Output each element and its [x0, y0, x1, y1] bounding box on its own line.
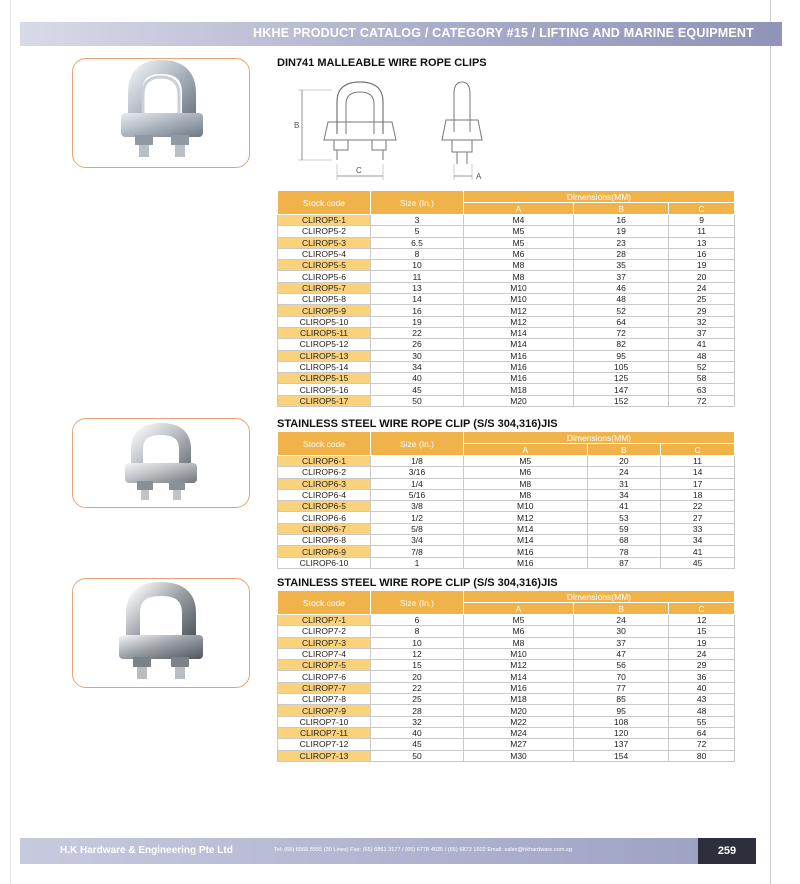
col-header-b: B [587, 444, 661, 456]
cell-dim-b: 34 [587, 489, 661, 500]
cell-code: CLIROP5-11 [278, 327, 371, 338]
cell-code: CLIROP5-16 [278, 384, 371, 395]
footer-company-name: H.K Hardware & Engineering Pte Ltd [60, 845, 233, 856]
product-photo-stainless-clip-large [72, 578, 250, 688]
cell-dim-c: 32 [669, 316, 735, 327]
cell-dim-c: 64 [669, 727, 735, 738]
cell-size: 3 [371, 215, 464, 226]
cell-size: 13 [371, 282, 464, 293]
cell-dim-b: 154 [574, 750, 669, 761]
table-row [278, 557, 735, 568]
cell-dim-c: 19 [669, 637, 735, 648]
cell-dim-a: M8 [464, 637, 574, 648]
col-header-a: A [464, 203, 574, 215]
col-header-stock-code: Stock code [278, 591, 371, 615]
col-header-b: B [574, 203, 669, 215]
stainless-clip-large-illustration [73, 579, 250, 688]
cell-dim-b: 120 [574, 727, 669, 738]
cell-size: 34 [371, 361, 464, 372]
cell-code: CLIROP6-7 [278, 523, 371, 534]
cell-dim-b: 87 [587, 557, 661, 568]
col-header-a: A [464, 444, 588, 456]
footer-band [20, 838, 698, 864]
cell-size: 19 [371, 316, 464, 327]
cell-code: CLIROP7-3 [278, 637, 371, 648]
cell-size: 45 [371, 384, 464, 395]
table-row [278, 395, 735, 406]
cell-dim-b: 19 [574, 226, 669, 237]
cell-size: 50 [371, 395, 464, 406]
cell-size: 6.5 [371, 237, 464, 248]
table-row [278, 750, 735, 761]
table-row [278, 226, 735, 237]
cell-dim-a: M14 [464, 327, 574, 338]
cell-code: CLIROP7-7 [278, 682, 371, 693]
cell-dim-a: M6 [464, 467, 588, 478]
cell-size: 20 [371, 671, 464, 682]
cell-dim-c: 29 [669, 660, 735, 671]
cell-dim-c: 14 [661, 467, 735, 478]
cell-dim-b: 23 [574, 237, 669, 248]
table-row [278, 373, 735, 384]
cell-dim-c: 11 [669, 226, 735, 237]
cell-dim-b: 70 [574, 671, 669, 682]
cell-dim-b: 147 [574, 384, 669, 395]
cell-dim-a: M20 [464, 705, 574, 716]
cell-code: CLIROP6-1 [278, 456, 371, 467]
cell-size: 3/8 [371, 501, 464, 512]
catalog-header-title: HKHE PRODUCT CATALOG / CATEGORY #15 / LIFTING AND MARINE EQUIPMENT [253, 26, 754, 40]
cell-dim-a: M16 [464, 373, 574, 384]
cell-size: 1/8 [371, 456, 464, 467]
cell-dim-a: M6 [464, 248, 574, 259]
table-row [278, 523, 735, 534]
cell-dim-c: 25 [669, 294, 735, 305]
cell-code: CLIROP5-5 [278, 260, 371, 271]
table-row [278, 327, 735, 338]
cell-code: CLIROP5-15 [278, 373, 371, 384]
table-row [278, 237, 735, 248]
cell-dim-b: 77 [574, 682, 669, 693]
cell-dim-b: 28 [574, 248, 669, 259]
cell-dim-c: 37 [669, 327, 735, 338]
product-photo-malleable-clip [72, 58, 250, 168]
table-row [278, 716, 735, 727]
cell-dim-a: M10 [464, 501, 588, 512]
table-row [278, 637, 735, 648]
table-row [278, 456, 735, 467]
cell-dim-a: M27 [464, 739, 574, 750]
cell-dim-c: 58 [669, 373, 735, 384]
cell-size: 1/4 [371, 478, 464, 489]
cell-dim-c: 41 [661, 546, 735, 557]
cell-dim-b: 105 [574, 361, 669, 372]
cell-dim-c: 52 [669, 361, 735, 372]
cell-size: 12 [371, 648, 464, 659]
table-row [278, 648, 735, 659]
spec-table-din741 [277, 190, 735, 407]
cell-size: 11 [371, 271, 464, 282]
cell-dim-b: 52 [574, 305, 669, 316]
cell-code: CLIROP7-6 [278, 671, 371, 682]
catalog-header-band [20, 22, 782, 46]
cell-code: CLIROP7-8 [278, 694, 371, 705]
table-row [278, 682, 735, 693]
cell-dim-a: M18 [464, 694, 574, 705]
cell-dim-a: M12 [464, 316, 574, 327]
table-row [278, 671, 735, 682]
cell-dim-b: 35 [574, 260, 669, 271]
cell-dim-c: 29 [669, 305, 735, 316]
diagram-label-c: C [356, 166, 362, 175]
table-row [278, 512, 735, 523]
cell-code: CLIROP7-4 [278, 648, 371, 659]
col-header-stock-code: Stock code [278, 191, 371, 215]
cell-dim-b: 37 [574, 271, 669, 282]
table-row [278, 546, 735, 557]
cell-dim-a: M12 [464, 305, 574, 316]
cell-dim-a: M8 [464, 478, 588, 489]
cell-size: 32 [371, 716, 464, 727]
cell-code: CLIROP6-8 [278, 535, 371, 546]
cell-code: CLIROP5-14 [278, 361, 371, 372]
cell-dim-b: 78 [587, 546, 661, 557]
cell-dim-a: M16 [464, 361, 574, 372]
col-header-size: Size (In.) [371, 191, 464, 215]
table-row [278, 271, 735, 282]
right-margin-rule [770, 0, 771, 884]
cell-dim-b: 24 [587, 467, 661, 478]
diagram-label-a: A [476, 172, 482, 181]
table-row [278, 305, 735, 316]
left-margin-rule [10, 0, 11, 884]
cell-size: 15 [371, 660, 464, 671]
cell-code: CLIROP5-1 [278, 215, 371, 226]
cell-dim-a: M22 [464, 716, 574, 727]
cell-code: CLIROP5-4 [278, 248, 371, 259]
cell-dim-a: M16 [464, 682, 574, 693]
table-row [278, 615, 735, 626]
cell-size: 22 [371, 327, 464, 338]
col-header-c: C [669, 203, 735, 215]
table-row [278, 739, 735, 750]
table-row [278, 260, 735, 271]
cell-size: 8 [371, 626, 464, 637]
cell-code: CLIROP6-5 [278, 501, 371, 512]
col-header-stock-code: Stock code [278, 432, 371, 456]
cell-dim-c: 45 [661, 557, 735, 568]
cell-dim-a: M10 [464, 648, 574, 659]
cell-size: 50 [371, 750, 464, 761]
cell-dim-a: M5 [464, 456, 588, 467]
cell-dim-c: 40 [669, 682, 735, 693]
cell-dim-a: M5 [464, 615, 574, 626]
col-header-dimensions: Dimensions(MM) [464, 591, 735, 603]
cell-size: 5/16 [371, 489, 464, 500]
cell-code: CLIROP7-12 [278, 739, 371, 750]
col-header-size: Size (In.) [371, 432, 464, 456]
cell-code: CLIROP7-11 [278, 727, 371, 738]
table-row [278, 489, 735, 500]
cell-dim-c: 41 [669, 339, 735, 350]
col-header-c: C [661, 444, 735, 456]
cell-dim-b: 41 [587, 501, 661, 512]
cell-dim-b: 56 [574, 660, 669, 671]
cell-dim-b: 16 [574, 215, 669, 226]
cell-dim-b: 85 [574, 694, 669, 705]
cell-dim-c: 72 [669, 395, 735, 406]
cell-size: 45 [371, 739, 464, 750]
cell-dim-b: 152 [574, 395, 669, 406]
cell-size: 1 [371, 557, 464, 568]
cell-size: 22 [371, 682, 464, 693]
cell-dim-a: M16 [464, 557, 588, 568]
cell-dim-a: M18 [464, 384, 574, 395]
cell-size: 10 [371, 260, 464, 271]
col-header-dimensions: Dimensions(MM) [464, 191, 735, 203]
cell-dim-c: 36 [669, 671, 735, 682]
table-row [278, 694, 735, 705]
cell-size: 28 [371, 705, 464, 716]
table-row [278, 478, 735, 489]
cell-code: CLIROP5-9 [278, 305, 371, 316]
table-row [278, 350, 735, 361]
cell-dim-b: 137 [574, 739, 669, 750]
cell-size: 3/4 [371, 535, 464, 546]
cell-code: CLIROP7-9 [278, 705, 371, 716]
cell-code: CLIROP7-10 [278, 716, 371, 727]
cell-code: CLIROP6-2 [278, 467, 371, 478]
product-photo-stainless-clip-jis [72, 418, 250, 508]
cell-code: CLIROP6-6 [278, 512, 371, 523]
cell-code: CLIROP5-8 [278, 294, 371, 305]
cell-code: CLIROP5-10 [278, 316, 371, 327]
spec-table-stainless-large [277, 590, 735, 762]
table-row [278, 384, 735, 395]
cell-size: 40 [371, 727, 464, 738]
cell-dim-c: 33 [661, 523, 735, 534]
cell-dim-c: 63 [669, 384, 735, 395]
cell-size: 7/8 [371, 546, 464, 557]
table-row [278, 282, 735, 293]
cell-dim-c: 72 [669, 739, 735, 750]
cell-size: 30 [371, 350, 464, 361]
cell-dim-c: 15 [669, 626, 735, 637]
diagram-label-b: B [294, 121, 300, 130]
cell-code: CLIROP5-6 [278, 271, 371, 282]
col-header-size: Size (In.) [371, 591, 464, 615]
cell-dim-a: M5 [464, 226, 574, 237]
table-row [278, 501, 735, 512]
table-row [278, 361, 735, 372]
cell-size: 14 [371, 294, 464, 305]
section-title-din741: DIN741 MALLEABLE WIRE ROPE CLIPS [277, 57, 487, 69]
cell-size: 1/2 [371, 512, 464, 523]
cell-size: 3/16 [371, 467, 464, 478]
section-title-stainless-large: STAINLESS STEEL WIRE ROPE CLIP (S/S 304,316)JIS [277, 577, 558, 589]
cell-size: 6 [371, 615, 464, 626]
cell-dim-a: M8 [464, 260, 574, 271]
cell-size: 16 [371, 305, 464, 316]
table-row [278, 339, 735, 350]
cell-code: CLIROP7-13 [278, 750, 371, 761]
table-row [278, 626, 735, 637]
cell-dim-a: M14 [464, 535, 588, 546]
cell-dim-b: 37 [574, 637, 669, 648]
cell-code: CLIROP6-3 [278, 478, 371, 489]
cell-dim-a: M16 [464, 546, 588, 557]
cell-dim-a: M20 [464, 395, 574, 406]
cell-dim-c: 43 [669, 694, 735, 705]
dimension-diagram [282, 72, 522, 184]
cell-dim-b: 59 [587, 523, 661, 534]
cell-dim-a: M16 [464, 350, 574, 361]
table-row [278, 294, 735, 305]
cell-dim-c: 55 [669, 716, 735, 727]
cell-dim-b: 125 [574, 373, 669, 384]
cell-dim-c: 19 [669, 260, 735, 271]
cell-dim-c: 16 [669, 248, 735, 259]
cell-dim-c: 80 [669, 750, 735, 761]
cell-size: 5/8 [371, 523, 464, 534]
cell-dim-c: 48 [669, 350, 735, 361]
cell-dim-a: M6 [464, 626, 574, 637]
cell-size: 8 [371, 248, 464, 259]
table-row [278, 248, 735, 259]
cell-dim-a: M8 [464, 489, 588, 500]
cell-code: CLIROP5-2 [278, 226, 371, 237]
cell-dim-a: M10 [464, 282, 574, 293]
cell-dim-b: 72 [574, 327, 669, 338]
cell-dim-a: M30 [464, 750, 574, 761]
cell-dim-b: 20 [587, 456, 661, 467]
cell-dim-a: M12 [464, 660, 574, 671]
cell-dim-b: 95 [574, 705, 669, 716]
table-row [278, 660, 735, 671]
cell-dim-c: 9 [669, 215, 735, 226]
cell-code: CLIROP5-13 [278, 350, 371, 361]
cell-dim-b: 53 [587, 512, 661, 523]
cell-dim-c: 34 [661, 535, 735, 546]
cell-dim-a: M12 [464, 512, 588, 523]
cell-dim-a: M10 [464, 294, 574, 305]
col-header-a: A [464, 603, 574, 615]
cell-dim-c: 48 [669, 705, 735, 716]
table-row [278, 316, 735, 327]
table-row [278, 215, 735, 226]
cell-dim-c: 12 [669, 615, 735, 626]
cell-size: 5 [371, 226, 464, 237]
page-number: 259 [698, 838, 756, 864]
cell-dim-a: M14 [464, 339, 574, 350]
cell-dim-a: M14 [464, 523, 588, 534]
cell-dim-a: M8 [464, 271, 574, 282]
col-header-b: B [574, 603, 669, 615]
cell-size: 26 [371, 339, 464, 350]
cell-dim-a: M14 [464, 671, 574, 682]
cell-size: 10 [371, 637, 464, 648]
cell-code: CLIROP6-10 [278, 557, 371, 568]
cell-dim-b: 64 [574, 316, 669, 327]
cell-dim-c: 13 [669, 237, 735, 248]
cell-dim-c: 24 [669, 282, 735, 293]
cell-code: CLIROP6-9 [278, 546, 371, 557]
cell-code: CLIROP7-2 [278, 626, 371, 637]
cell-size: 25 [371, 694, 464, 705]
table-row [278, 705, 735, 716]
cell-dim-b: 95 [574, 350, 669, 361]
cell-dim-c: 24 [669, 648, 735, 659]
cell-dim-b: 82 [574, 339, 669, 350]
col-header-c: C [669, 603, 735, 615]
cell-dim-a: M4 [464, 215, 574, 226]
cell-dim-b: 47 [574, 648, 669, 659]
cell-dim-c: 11 [661, 456, 735, 467]
cell-code: CLIROP7-1 [278, 615, 371, 626]
cell-dim-b: 30 [574, 626, 669, 637]
cell-code: CLIROP5-17 [278, 395, 371, 406]
malleable-clip-illustration [73, 59, 250, 168]
cell-dim-b: 68 [587, 535, 661, 546]
cell-code: CLIROP5-12 [278, 339, 371, 350]
cell-dim-c: 22 [661, 501, 735, 512]
stainless-clip-illustration [73, 419, 250, 508]
table-row [278, 727, 735, 738]
table-row [278, 467, 735, 478]
footer-contact-info: Tel: (65) 6565 5555 (30 Lines) Fax: (65) 6861 3177 / (65) 6778 4025 / (65) 6873 1602 Email: sales@hkhardware.com.sg [274, 847, 572, 853]
cell-dim-b: 46 [574, 282, 669, 293]
spec-table-stainless-jis [277, 431, 735, 569]
cell-code: CLIROP5-3 [278, 237, 371, 248]
cell-dim-b: 108 [574, 716, 669, 727]
cell-dim-b: 31 [587, 478, 661, 489]
table-row [278, 535, 735, 546]
cell-size: 40 [371, 373, 464, 384]
cell-dim-c: 18 [661, 489, 735, 500]
section-title-stainless-jis: STAINLESS STEEL WIRE ROPE CLIP (S/S 304,316)JIS [277, 418, 558, 430]
cell-code: CLIROP6-4 [278, 489, 371, 500]
col-header-dimensions: Dimensions(MM) [464, 432, 735, 444]
cell-dim-b: 48 [574, 294, 669, 305]
cell-dim-b: 24 [574, 615, 669, 626]
cell-dim-c: 20 [669, 271, 735, 282]
cell-code: CLIROP5-7 [278, 282, 371, 293]
cell-dim-a: M24 [464, 727, 574, 738]
cell-dim-c: 17 [661, 478, 735, 489]
cell-code: CLIROP7-5 [278, 660, 371, 671]
cell-dim-a: M5 [464, 237, 574, 248]
cell-dim-c: 27 [661, 512, 735, 523]
